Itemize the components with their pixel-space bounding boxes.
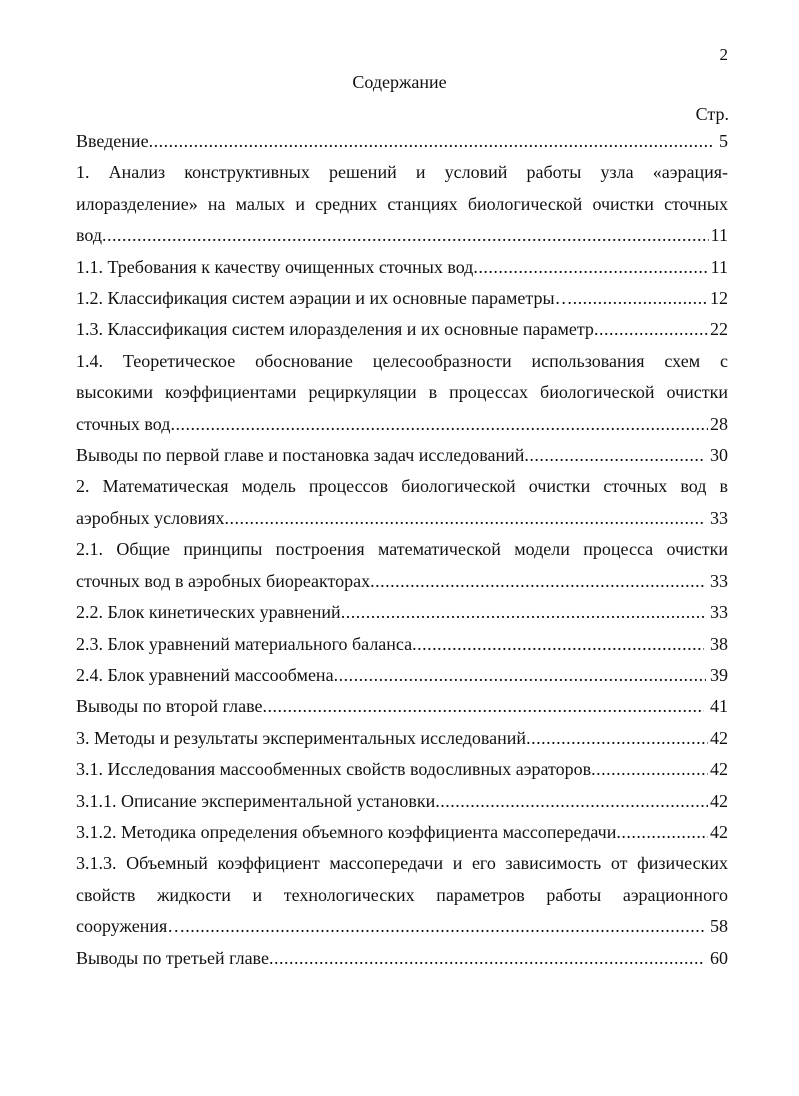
toc-entry-last-line bbox=[76, 786, 728, 817]
dot-leader bbox=[224, 503, 704, 534]
toc-entry-page: 42 bbox=[710, 727, 728, 748]
dot-leader bbox=[435, 786, 708, 817]
toc-entry-page: 38 bbox=[710, 633, 728, 654]
toc-entry-last-line bbox=[76, 220, 728, 251]
dot-leader bbox=[591, 754, 708, 785]
toc-entry-text: сточных вод bbox=[76, 413, 171, 434]
toc-entry-last-line bbox=[76, 943, 728, 974]
toc-entry-last-line bbox=[76, 503, 728, 534]
toc-entry-text: вод bbox=[76, 225, 103, 246]
toc-entry-last-line bbox=[76, 126, 728, 157]
dot-leader bbox=[573, 283, 708, 314]
toc-entry-page: 42 bbox=[710, 759, 728, 780]
toc-entry-last-line bbox=[76, 629, 728, 660]
toc-entry-last-line bbox=[76, 409, 728, 440]
toc-entry-page: 11 bbox=[710, 225, 728, 246]
dot-leader bbox=[269, 943, 704, 974]
toc-entry bbox=[76, 629, 728, 660]
toc-entry-page: 42 bbox=[710, 790, 728, 811]
dot-leader bbox=[149, 126, 713, 157]
toc-entry bbox=[76, 534, 728, 597]
toc-entry-last-line bbox=[76, 440, 728, 471]
toc-entry bbox=[76, 314, 728, 345]
toc-entry bbox=[76, 848, 728, 942]
dot-leader bbox=[526, 723, 708, 754]
toc-entry-line: 2. Математическая модель процессов биологической очистки сточных вод в bbox=[76, 476, 728, 497]
toc-entry-text: 2.4. Блок уравнений массообмена bbox=[76, 664, 334, 685]
dot-leader bbox=[334, 660, 706, 691]
toc-entry-text: 3.1.1. Описание экспериментальной установки bbox=[76, 790, 436, 811]
toc-entry-line: свойств жидкости и технологических параметров работы аэрационного bbox=[76, 884, 728, 905]
table-of-contents bbox=[76, 126, 728, 974]
toc-entry-last-line bbox=[76, 691, 728, 722]
toc-entry bbox=[76, 126, 728, 157]
toc-entry-page: 41 bbox=[710, 696, 728, 717]
toc-entry-text: Выводы по первой главе и постановка задач исследований bbox=[76, 445, 525, 466]
toc-entry-text: 3. Методы и результаты экспериментальных исследований bbox=[76, 727, 527, 748]
dot-leader bbox=[473, 252, 708, 283]
toc-entry-last-line bbox=[76, 754, 728, 785]
toc-entry-page: 22 bbox=[710, 319, 728, 340]
toc-entry-page: 33 bbox=[710, 570, 728, 591]
toc-entry-text: Выводы по третьей главе bbox=[76, 947, 269, 968]
toc-entry-text: 1.2. Классификация систем аэрации и их основные параметры… bbox=[76, 288, 573, 309]
toc-entry bbox=[76, 754, 728, 785]
toc-entry bbox=[76, 157, 728, 251]
toc-entry-text: 2.2. Блок кинетических уравнений bbox=[76, 602, 341, 623]
toc-entry-text: Введение bbox=[76, 131, 149, 151]
toc-entry-page: 33 bbox=[710, 602, 728, 623]
toc-entry-page: 11 bbox=[710, 256, 728, 277]
dot-leader bbox=[185, 911, 704, 942]
toc-entry-last-line bbox=[76, 283, 728, 314]
toc-entry-text: Выводы по второй главе bbox=[76, 696, 263, 717]
dot-leader bbox=[102, 220, 709, 251]
toc-entry bbox=[76, 723, 728, 754]
dot-leader bbox=[616, 817, 708, 848]
toc-entry-line: илоразделение» на малых и средних станциях биологической очистки сточных bbox=[76, 193, 728, 214]
toc-entry-last-line bbox=[76, 817, 728, 848]
toc-entry-text: 1.3. Классификация систем илоразделения и их основные параметр bbox=[76, 319, 594, 340]
toc-entry-page: 58 bbox=[710, 916, 728, 937]
toc-entry bbox=[76, 283, 728, 314]
toc-entry-text: сооружения… bbox=[76, 916, 186, 937]
toc-entry bbox=[76, 943, 728, 974]
toc-entry-line: 1.4. Теоретическое обоснование целесообразности использования схем с bbox=[76, 350, 728, 371]
toc-entry-text: сточных вод в аэробных биореакторах bbox=[76, 570, 371, 591]
dot-leader bbox=[170, 409, 708, 440]
toc-entry-text: аэробных условиях bbox=[76, 507, 225, 528]
page-title: Содержание bbox=[352, 72, 447, 92]
toc-entry bbox=[76, 817, 728, 848]
toc-entry-text: 3.1.2. Методика определения объемного коэффициента массопередачи bbox=[76, 821, 617, 842]
toc-entry-page: 5 bbox=[719, 131, 728, 151]
toc-entry bbox=[76, 346, 728, 440]
toc-entry-last-line bbox=[76, 723, 728, 754]
dot-leader bbox=[262, 691, 704, 722]
dot-leader bbox=[412, 629, 704, 660]
toc-entry-text: 1.1. Требования к качеству очищенных сточных вод bbox=[76, 256, 474, 277]
toc-entry-line: 3.1.3. Объемный коэффициент массопередачи и его зависимость от физических bbox=[76, 853, 728, 874]
page-column-label: Стр. bbox=[695, 104, 729, 124]
toc-entry-page: 42 bbox=[710, 821, 728, 842]
toc-entry bbox=[76, 597, 728, 628]
dot-leader bbox=[524, 440, 704, 471]
toc-entry-page: 60 bbox=[710, 947, 728, 968]
toc-entry-last-line bbox=[76, 566, 728, 597]
page-number: 2 bbox=[719, 45, 728, 64]
toc-entry-text: 2.3. Блок уравнений материального баланса bbox=[76, 633, 413, 654]
toc-entry-last-line bbox=[76, 252, 728, 283]
toc-entry bbox=[76, 252, 728, 283]
toc-entry-line: 1. Анализ конструктивных решений и условий работы узла «аэрация- bbox=[76, 162, 728, 183]
toc-entry-last-line bbox=[76, 660, 728, 691]
toc-entry-page: 12 bbox=[710, 288, 728, 309]
toc-entry-page: 39 bbox=[710, 664, 728, 685]
dot-leader bbox=[594, 314, 708, 345]
toc-entry-line: 2.1. Общие принципы построения математической модели процесса очистки bbox=[76, 539, 728, 560]
dot-leader bbox=[341, 597, 704, 628]
toc-entry-line: высокими коэффициентами рециркуляции в процессах биологической очистки bbox=[76, 382, 728, 403]
toc-entry bbox=[76, 786, 728, 817]
toc-entry-text: 3.1. Исследования массообменных свойств водосливных аэраторов bbox=[76, 759, 592, 780]
toc-entry-last-line bbox=[76, 911, 728, 942]
toc-entry bbox=[76, 660, 728, 691]
toc-entry bbox=[76, 440, 728, 471]
toc-entry-last-line bbox=[76, 597, 728, 628]
dot-leader bbox=[370, 566, 704, 597]
toc-entry-page: 33 bbox=[710, 507, 728, 528]
toc-entry-page: 28 bbox=[710, 413, 728, 434]
toc-entry-last-line bbox=[76, 314, 728, 345]
toc-entry bbox=[76, 691, 728, 722]
toc-entry-page: 30 bbox=[710, 445, 728, 466]
toc-entry bbox=[76, 471, 728, 534]
